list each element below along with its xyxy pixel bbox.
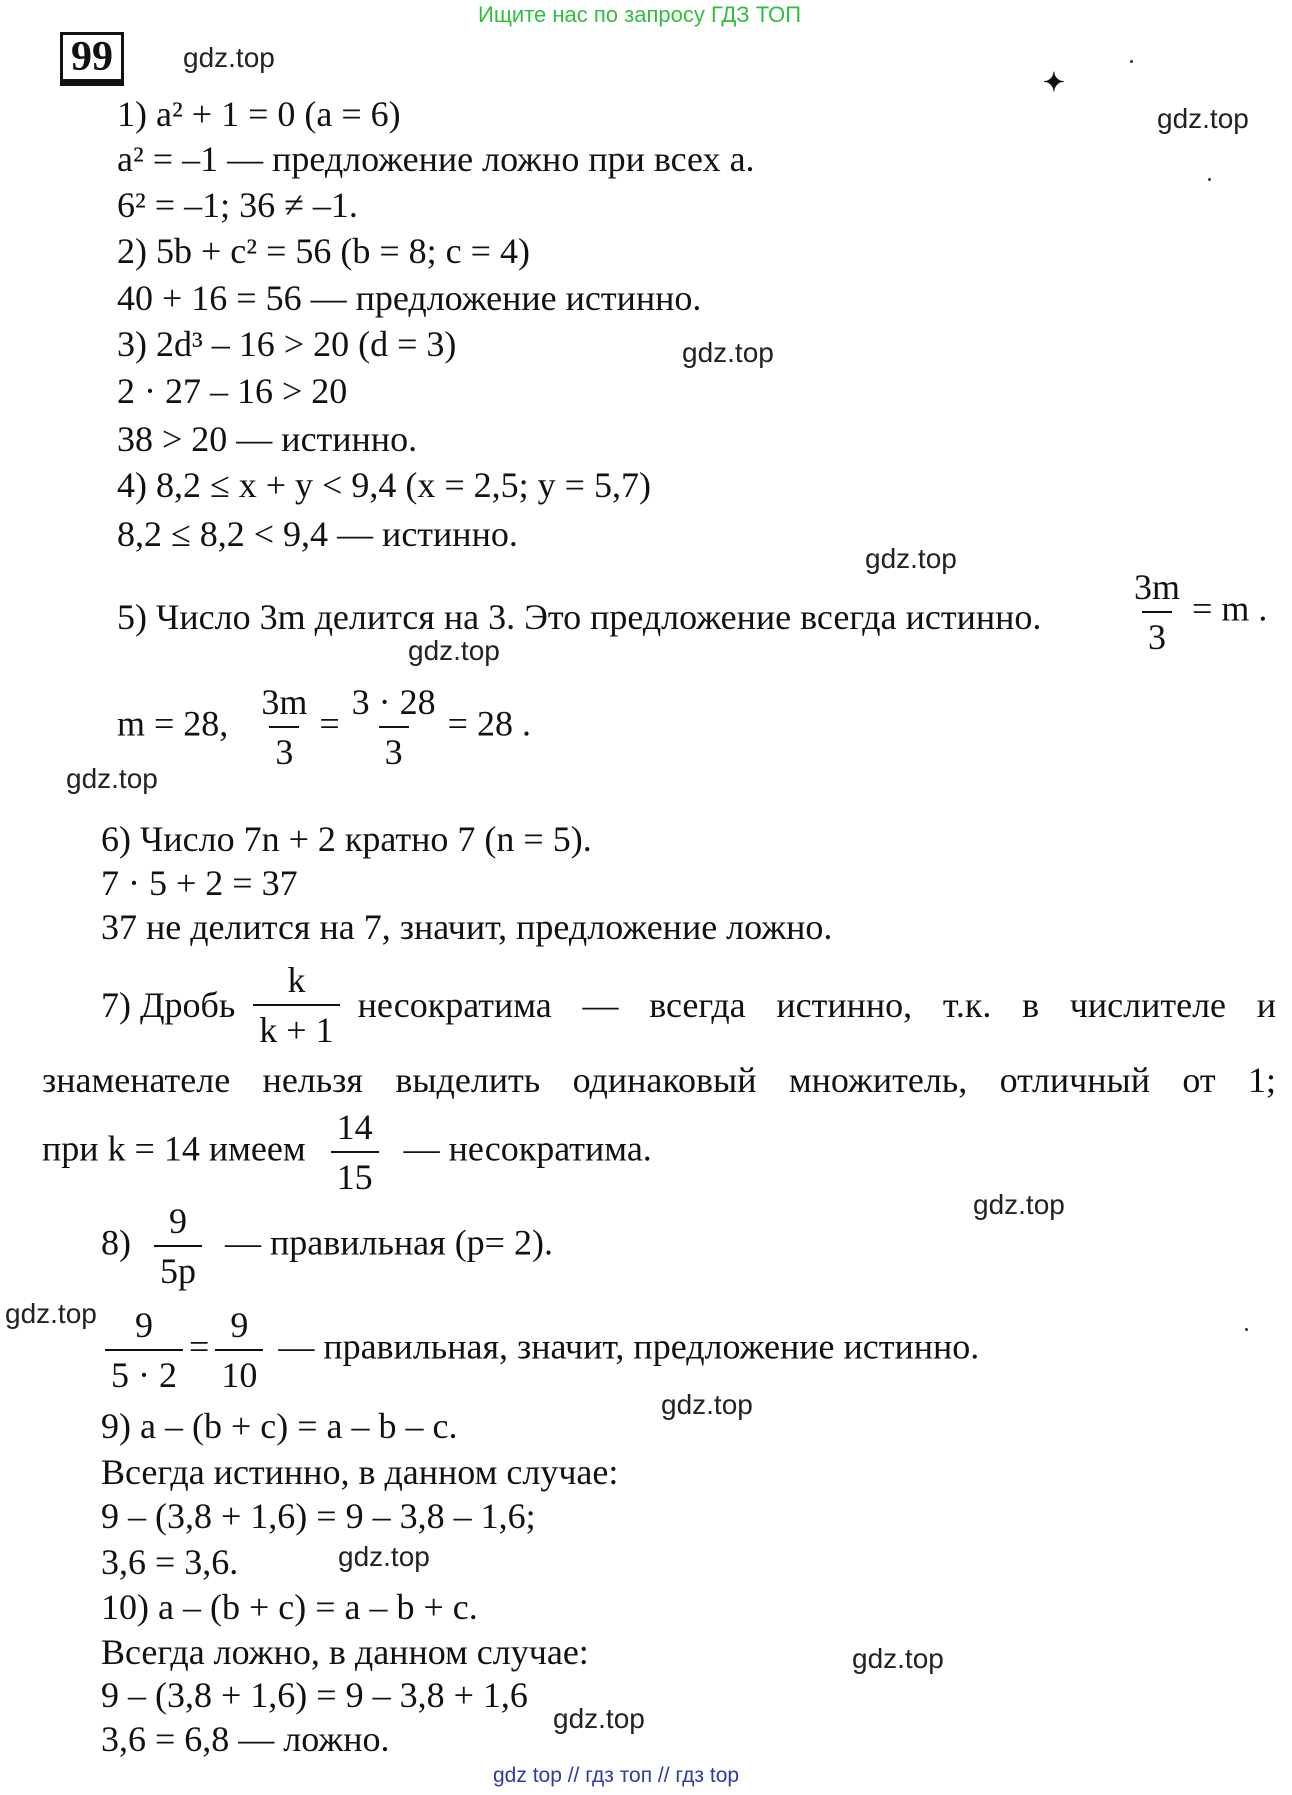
line-26: Всегда ложно, в данном случае: bbox=[101, 1632, 589, 1672]
watermark: gdz.top bbox=[682, 337, 774, 368]
denominator: 15 bbox=[331, 1151, 379, 1199]
denominator: 3 bbox=[269, 726, 299, 774]
line-4: 2) 5b + c² = 56 (b = 8; c = 4) bbox=[117, 231, 530, 271]
line-20: $\frac{9}{5 \cdot 2}$ = $\frac{9}{10}$ — правильная, значит, предложение истинно. bbox=[105, 1303, 979, 1397]
line-8: 38 > 20 — истинно. bbox=[117, 419, 418, 459]
watermark: gdz.top bbox=[661, 1389, 753, 1420]
stray-mark: ✦ bbox=[1043, 68, 1065, 97]
denominator: 3 bbox=[1142, 611, 1172, 659]
numerator: 9 bbox=[169, 1201, 187, 1241]
pravilnaya-istinno-text: — правильная, значит, предложение истинно. bbox=[278, 1326, 980, 1367]
numerator: 3 · 28 bbox=[351, 682, 436, 722]
watermark: gdz.top bbox=[553, 1703, 645, 1734]
watermark: gdz.top bbox=[66, 763, 158, 794]
item-8-label: 8) bbox=[101, 1222, 131, 1263]
equals-28: = 28 . bbox=[447, 703, 531, 744]
bottom-banner: gdz top // гдз топ // гдз top bbox=[493, 1764, 740, 1787]
line-19 bbox=[101, 1199, 553, 1293]
equals-m: = m . bbox=[1192, 588, 1268, 629]
drob-label: 7) Дробь bbox=[101, 985, 236, 1025]
watermark: gdz.top bbox=[338, 1541, 430, 1572]
line-3: 6² = –1; 36 ≠ –1. bbox=[117, 185, 358, 225]
watermark: gdz.top bbox=[408, 635, 500, 666]
watermark: gdz.top bbox=[5, 1298, 97, 1329]
numerator: k bbox=[287, 960, 306, 1000]
speck bbox=[1208, 178, 1211, 181]
watermark: gdz.top bbox=[1157, 103, 1249, 134]
watermark: gdz.top bbox=[865, 543, 957, 574]
denominator: k + 1 bbox=[253, 1004, 339, 1052]
top-banner: Ищите нас по запросу ГДЗ ТОП bbox=[478, 2, 802, 27]
line-11: 5) Число 3m делится на 3. Это предложение всегда истинно. bbox=[117, 597, 1042, 637]
line-9: 4) 8,2 ≤ x + y < 9,4 (x = 2,5; y = 5,7) bbox=[117, 465, 651, 505]
numerator: 9 bbox=[135, 1305, 153, 1345]
problem-number: 99 bbox=[60, 32, 124, 86]
line-21: 9) a – (b + c) = a – b – c. bbox=[101, 1406, 458, 1446]
denominator: 5p bbox=[154, 1245, 202, 1293]
line-24: 3,6 = 3,6. bbox=[101, 1542, 239, 1582]
numerator: 3m bbox=[261, 682, 308, 722]
line-18 bbox=[42, 1105, 652, 1199]
line-17: знаменателе нельзя выделить одинаковый множитель, отличный от 1; bbox=[42, 1060, 1276, 1100]
m-equals-28: m = 28, bbox=[117, 703, 229, 744]
denominator: 5 · 2 bbox=[105, 1349, 183, 1397]
line-5: 40 + 16 = 56 — предложение истинно. bbox=[117, 278, 702, 318]
line-7: 2 · 27 – 16 > 20 bbox=[117, 371, 348, 411]
watermark: gdz.top bbox=[852, 1643, 944, 1674]
line-23: 9 – (3,8 + 1,6) = 9 – 3,8 – 1,6; bbox=[101, 1496, 536, 1536]
speck bbox=[1245, 1328, 1248, 1331]
nesokratima-end: — несократима. bbox=[403, 1128, 652, 1169]
speck bbox=[1130, 60, 1133, 63]
line-10: 8,2 ≤ 8,2 < 9,4 — истинно. bbox=[117, 514, 518, 554]
nesokratima-text: несократима — всегда истинно, т.к. в числителе и bbox=[357, 985, 1276, 1025]
line-13: 6) Число 7n + 2 кратно 7 (n = 5). bbox=[101, 819, 592, 859]
fraction-3m-over-3 bbox=[1122, 565, 1267, 659]
line-12: m = 28, $\frac{3m}{3}$ = $\frac{3 \cdot 28}{3}$ = 28 . bbox=[117, 682, 531, 772]
watermark: gdz.top bbox=[183, 42, 275, 73]
watermark: gdz.top bbox=[973, 1189, 1065, 1220]
line-16 bbox=[101, 958, 1276, 1052]
line-25: 10) a – (b + c) = a – b + c. bbox=[101, 1587, 478, 1627]
line-2: a² = –1 — предложение ложно при всех a. bbox=[117, 139, 755, 179]
line-1: 1) a² + 1 = 0 (a = 6) bbox=[117, 94, 401, 134]
line-28: 3,6 = 6,8 — ложно. bbox=[101, 1719, 390, 1759]
numerator: 14 bbox=[336, 1107, 373, 1147]
line-6: 3) 2d³ – 16 > 20 (d = 3) bbox=[117, 324, 457, 364]
line-14: 7 · 5 + 2 = 37 bbox=[101, 863, 298, 903]
numerator: 9 bbox=[230, 1305, 249, 1345]
denominator: 3 bbox=[379, 726, 409, 774]
line-15: 37 не делится на 7, значит, предложение ложно. bbox=[101, 907, 833, 947]
line-27: 9 – (3,8 + 1,6) = 9 – 3,8 + 1,6 bbox=[101, 1675, 528, 1715]
line-22: Всегда истинно, в данном случае: bbox=[101, 1452, 619, 1492]
denominator: 10 bbox=[215, 1349, 263, 1397]
pravilnaya-text: — правильная (p= 2). bbox=[225, 1222, 553, 1263]
numerator: 3m bbox=[1134, 567, 1181, 607]
pri-k-label: при k = 14 имеем bbox=[42, 1128, 306, 1169]
